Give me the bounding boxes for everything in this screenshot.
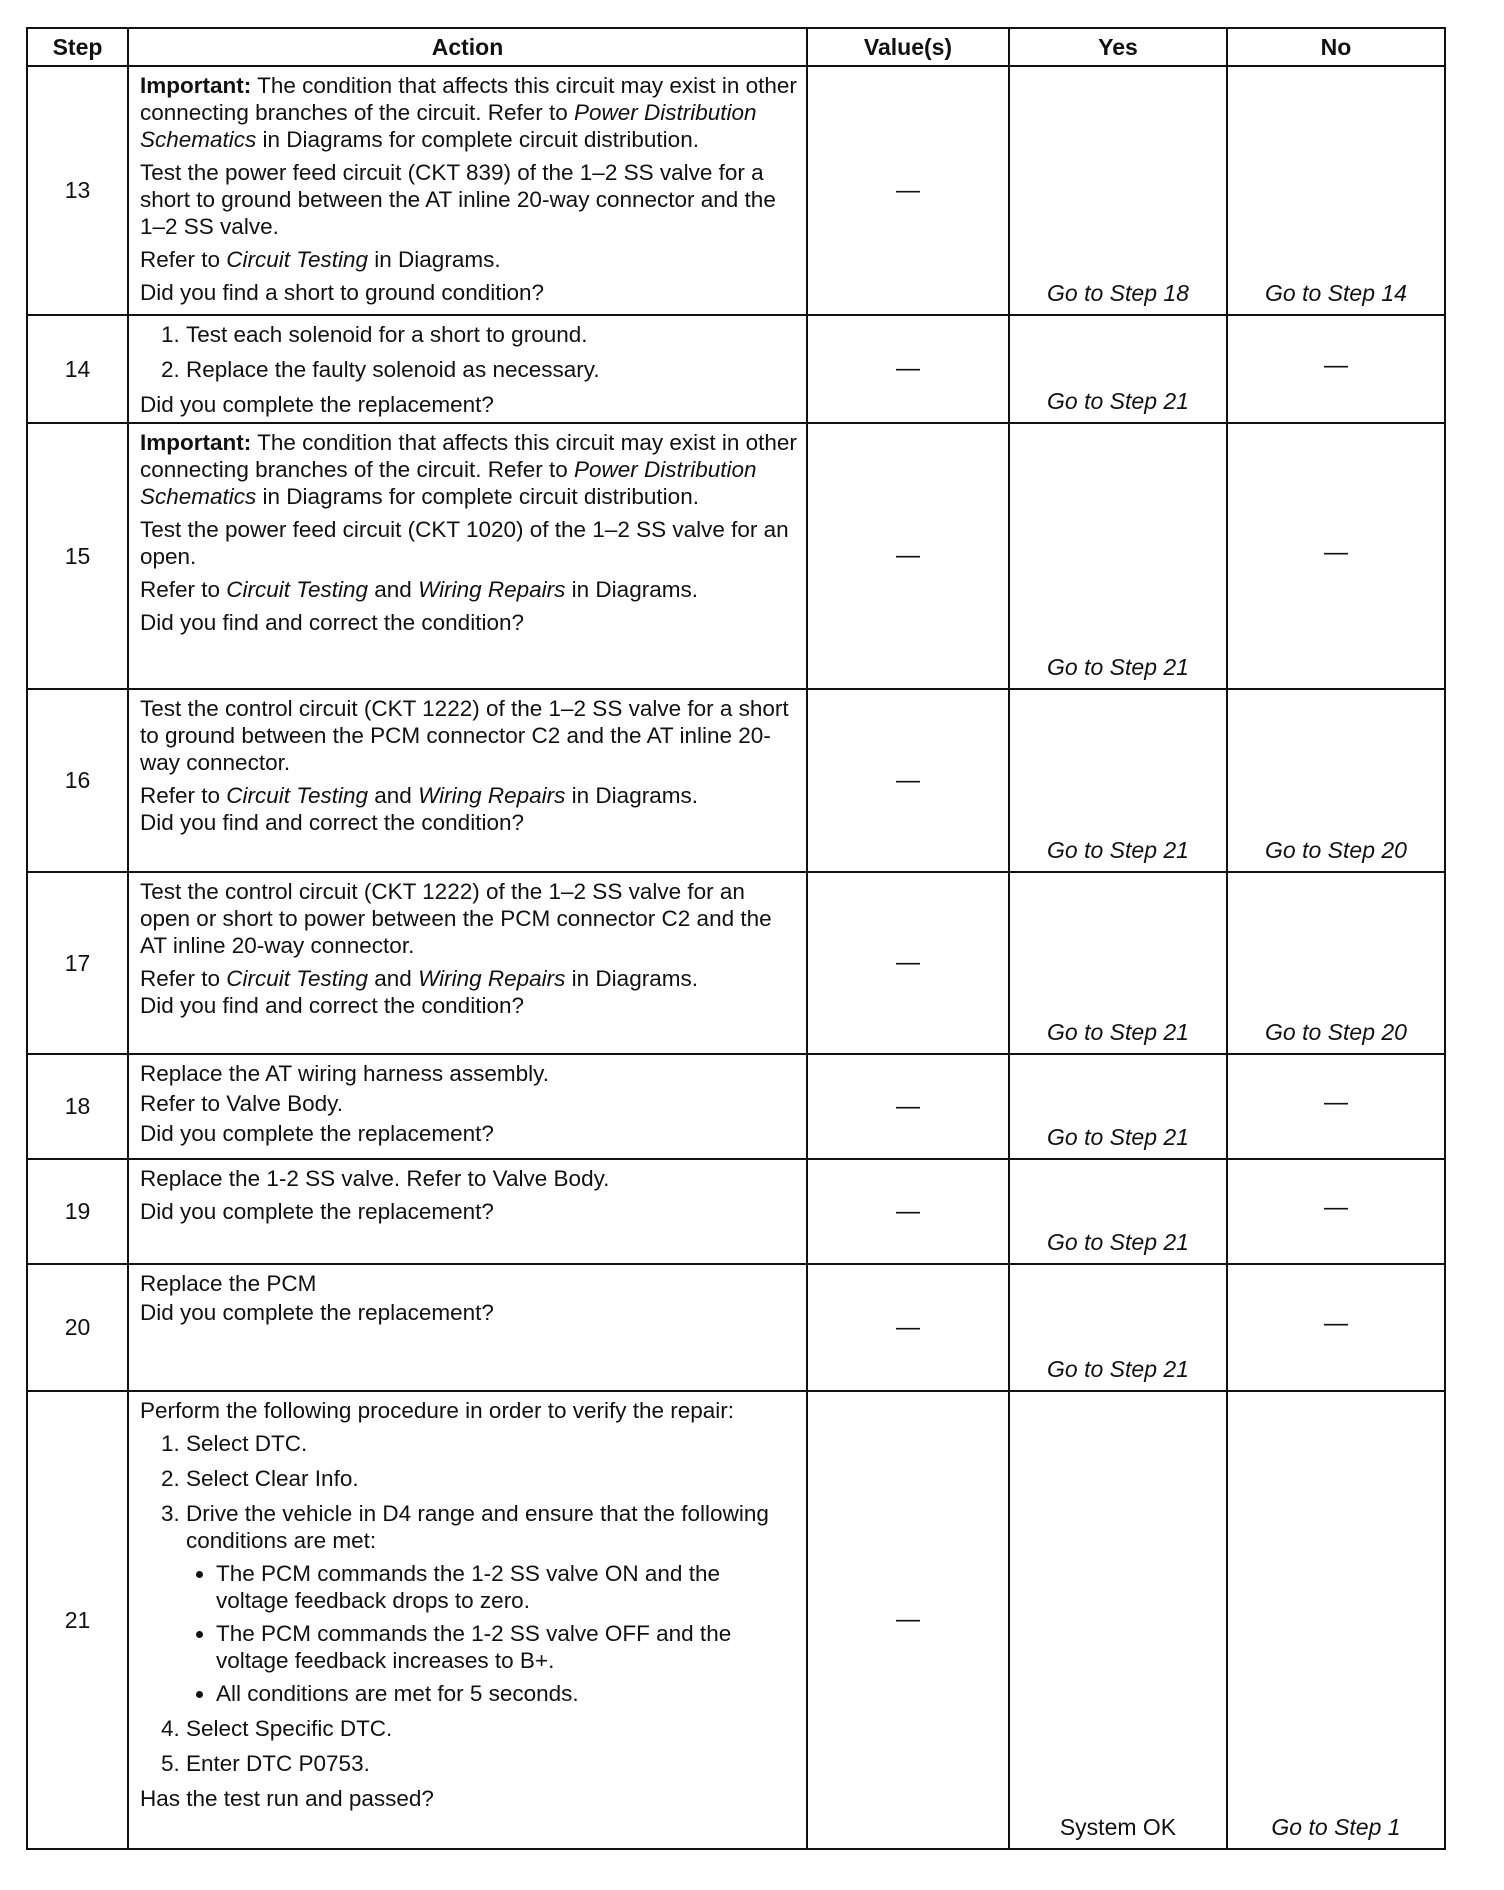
- value-cell: —: [807, 1054, 1009, 1159]
- step-number: 21: [27, 1391, 128, 1849]
- question-text: Did you find a short to ground condition?: [140, 280, 545, 305]
- reference-text: Refer to Circuit Testing and Wiring Repairs in Diagrams.: [140, 783, 698, 808]
- reference-text: Refer to Circuit Testing in Diagrams.: [140, 247, 501, 272]
- list-item: • The PCM commands the 1-2 SS valve OFF and the voltage feedback increases to B+.: [216, 1620, 798, 1674]
- no-cell: Go to Step 20: [1227, 872, 1445, 1054]
- header-no: No: [1227, 28, 1445, 66]
- question-text: Did you find and correct the condition?: [140, 810, 524, 835]
- table-row: [27, 315, 1445, 423]
- value-cell: —: [807, 1159, 1009, 1264]
- list-item: 5. Enter DTC P0753.: [186, 1750, 798, 1777]
- diagnostic-table: [26, 27, 1446, 1850]
- yes-cell: Go to Step 21: [1009, 315, 1227, 423]
- action-cell: [128, 1159, 807, 1264]
- table-row: [27, 66, 1445, 315]
- question-text: Did you complete the replacement?: [140, 1121, 494, 1146]
- question-text: Did you complete the replacement?: [140, 1199, 494, 1224]
- action-cell: [128, 1264, 807, 1391]
- reference-text: Refer to Circuit Testing and Wiring Repairs in Diagrams.: [140, 966, 698, 991]
- action-cell: [128, 315, 807, 423]
- action-text: Perform the following procedure in order to verify the repair:: [140, 1398, 735, 1423]
- table-row: [27, 423, 1445, 689]
- list-item: 2. Select Clear Info.: [186, 1465, 798, 1492]
- no-cell: Go to Step 20: [1227, 689, 1445, 872]
- no-cell: —: [1227, 1264, 1445, 1391]
- table-row: [27, 689, 1445, 872]
- header-step: Step: [27, 28, 128, 66]
- step-number: 13: [27, 66, 128, 315]
- step-number: 19: [27, 1159, 128, 1264]
- list-item: 2. Replace the faulty solenoid as necessary.: [186, 356, 798, 383]
- table-row: [27, 872, 1445, 1054]
- no-cell: —: [1227, 1054, 1445, 1159]
- step-number: 18: [27, 1054, 128, 1159]
- no-cell: Go to Step 14: [1227, 66, 1445, 315]
- action-text: Replace the PCM: [140, 1271, 317, 1296]
- action-text: Test the control circuit (CKT 1222) of the 1–2 SS valve for an open or short to power between the PCM connector C2 and the AT inline 20-way connector.: [140, 879, 772, 958]
- header-values: Value(s): [807, 28, 1009, 66]
- action-text: Replace the AT wiring harness assembly.: [140, 1061, 549, 1086]
- question-text: Did you complete the replacement?: [140, 392, 494, 417]
- action-cell: [128, 1054, 807, 1159]
- yes-cell: Go to Step 21: [1009, 423, 1227, 689]
- value-cell: —: [807, 315, 1009, 423]
- value-cell: —: [807, 1264, 1009, 1391]
- list-item: 1. Test each solenoid for a short to ground.: [186, 321, 798, 348]
- reference-text: Refer to Circuit Testing and Wiring Repairs in Diagrams.: [140, 577, 698, 602]
- list-item: • The PCM commands the 1-2 SS valve ON and the voltage feedback drops to zero.: [216, 1560, 798, 1614]
- no-cell: Go to Step 1: [1227, 1391, 1445, 1849]
- action-text: Test the control circuit (CKT 1222) of the 1–2 SS valve for a short to ground between the PCM connector C2 and the AT inline 20-way connector.: [140, 696, 789, 775]
- reference-text: Refer to Valve Body.: [140, 1091, 344, 1116]
- action-cell: [128, 872, 807, 1054]
- question-text: Did you complete the replacement?: [140, 1300, 494, 1325]
- no-cell: —: [1227, 1159, 1445, 1264]
- action-cell: [128, 1391, 807, 1849]
- no-cell: —: [1227, 423, 1445, 689]
- yes-cell: Go to Step 21: [1009, 872, 1227, 1054]
- yes-cell: Go to Step 21: [1009, 1159, 1227, 1264]
- action-cell: [128, 66, 807, 315]
- list-item: 4. Select Specific DTC.: [186, 1715, 798, 1742]
- important-note: Important: The condition that affects this circuit may exist in other connecting branches of the circuit. Refer to Power Distribution Schematics in Diagrams for complete circuit distribution.: [140, 73, 797, 152]
- no-cell: —: [1227, 315, 1445, 423]
- list-item: 1. Select DTC.: [186, 1430, 798, 1457]
- action-text: Replace the 1-2 SS valve. Refer to Valve Body.: [140, 1166, 610, 1191]
- yes-cell: Go to Step 21: [1009, 1264, 1227, 1391]
- step-number: 20: [27, 1264, 128, 1391]
- important-note: Important: The condition that affects this circuit may exist in other connecting branches of the circuit. Refer to Power Distribution Schematics in Diagrams for complete circuit distribution.: [140, 430, 797, 509]
- header-yes: Yes: [1009, 28, 1227, 66]
- action-cell: [128, 423, 807, 689]
- procedure-list: [140, 1430, 798, 1777]
- value-cell: —: [807, 66, 1009, 315]
- yes-cell: Go to Step 18: [1009, 66, 1227, 315]
- table-row: [27, 1054, 1445, 1159]
- value-cell: —: [807, 1391, 1009, 1849]
- yes-cell: System OK: [1009, 1391, 1227, 1849]
- question-text: Did you find and correct the condition?: [140, 610, 524, 635]
- table-row: [27, 1264, 1445, 1391]
- table-row: [27, 1159, 1445, 1264]
- yes-cell: Go to Step 21: [1009, 1054, 1227, 1159]
- header-row: [27, 28, 1445, 66]
- yes-cell: Go to Step 21: [1009, 689, 1227, 872]
- value-cell: —: [807, 423, 1009, 689]
- conditions-list: [186, 1560, 798, 1707]
- list-item: 3. Drive the vehicle in D4 range and ensure that the following conditions are met: • The PCM commands the 1-2 SS valve ON and the voltage feedback drops to zero. • The PCM commands the 1-2 SS valve OFF and the voltage feedback increases to B+. • All conditions are met for 5 seconds.: [186, 1500, 798, 1707]
- list-item: • All conditions are met for 5 seconds.: [216, 1680, 798, 1707]
- step-number: 17: [27, 872, 128, 1054]
- step-number: 16: [27, 689, 128, 872]
- table-row: [27, 1391, 1445, 1849]
- question-text: Has the test run and passed?: [140, 1786, 434, 1811]
- step-number: 15: [27, 423, 128, 689]
- action-text: Test the power feed circuit (CKT 839) of the 1–2 SS valve for a short to ground between the AT inline 20-way connector and the 1–2 SS valve.: [140, 160, 776, 239]
- action-cell: [128, 689, 807, 872]
- step-number: 14: [27, 315, 128, 423]
- header-action: Action: [128, 28, 807, 66]
- value-cell: —: [807, 872, 1009, 1054]
- action-text: Test the power feed circuit (CKT 1020) of the 1–2 SS valve for an open.: [140, 517, 789, 569]
- question-text: Did you find and correct the condition?: [140, 993, 524, 1018]
- procedure-list: [140, 321, 798, 383]
- value-cell: —: [807, 689, 1009, 872]
